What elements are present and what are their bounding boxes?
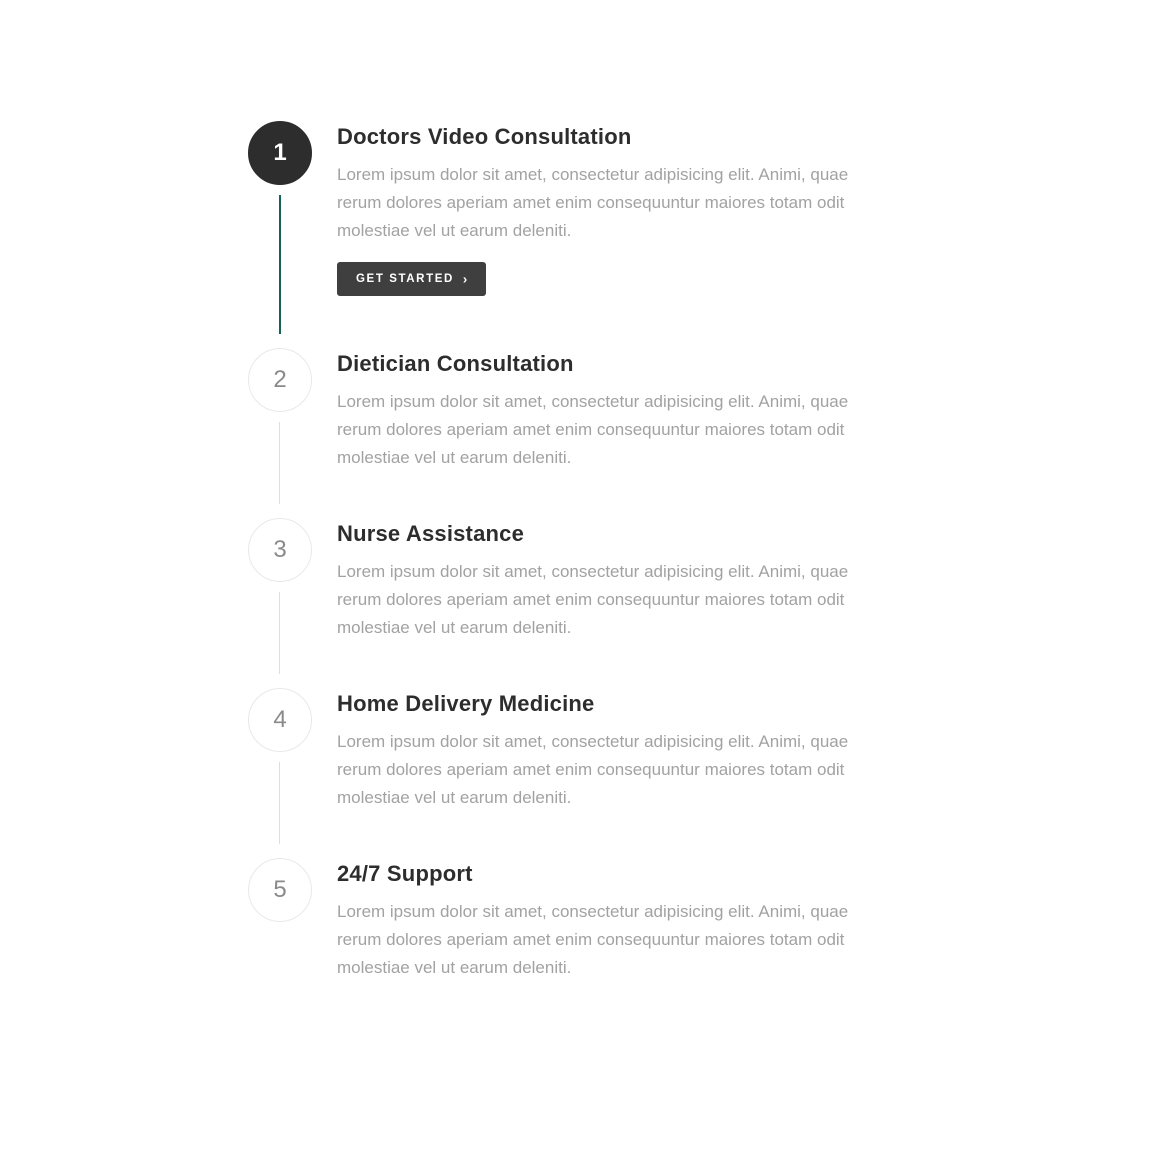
step-number-circle bbox=[248, 121, 312, 185]
step-title: Home Delivery Medicine bbox=[337, 691, 595, 716]
connector-line bbox=[279, 422, 280, 504]
step-number-circle bbox=[248, 688, 312, 752]
step-number-circle bbox=[248, 518, 312, 582]
timeline-step-home-delivery-medicine bbox=[248, 688, 898, 858]
step-number: 1 bbox=[273, 139, 287, 166]
get-started-label: GET STARTED bbox=[356, 273, 454, 285]
timeline-step-247-support bbox=[248, 858, 898, 982]
get-started-button[interactable] bbox=[337, 262, 486, 296]
step-title: Dietician Consultation bbox=[337, 351, 574, 376]
step-description: Lorem ipsum dolor sit amet, consectetur adipisicing elit. Animi, quae rerum dolores aperiam amet enim consequuntur maiores totam odit molestiae vel ut earum deleniti. bbox=[337, 902, 849, 977]
step-content bbox=[337, 121, 857, 296]
step-number: 5 bbox=[273, 876, 287, 903]
services-timeline bbox=[248, 121, 898, 982]
step-content bbox=[337, 858, 857, 982]
step-number: 4 bbox=[273, 706, 287, 733]
connector-line bbox=[279, 592, 280, 674]
step-content bbox=[337, 688, 857, 812]
timeline-step-doctors-video-consultation bbox=[248, 121, 898, 348]
step-content bbox=[337, 348, 857, 472]
connector-line bbox=[279, 762, 280, 844]
step-description: Lorem ipsum dolor sit amet, consectetur adipisicing elit. Animi, quae rerum dolores aperiam amet enim consequuntur maiores totam odit molestiae vel ut earum deleniti. bbox=[337, 165, 849, 240]
step-description: Lorem ipsum dolor sit amet, consectetur adipisicing elit. Animi, quae rerum dolores aperiam amet enim consequuntur maiores totam odit molestiae vel ut earum deleniti. bbox=[337, 562, 849, 637]
step-number: 2 bbox=[273, 366, 287, 393]
connector-line-active bbox=[279, 195, 281, 334]
timeline-step-nurse-assistance bbox=[248, 518, 898, 688]
step-number: 3 bbox=[273, 536, 287, 563]
chevron-right-icon: › bbox=[462, 271, 468, 286]
step-title: Nurse Assistance bbox=[337, 521, 525, 546]
step-description: Lorem ipsum dolor sit amet, consectetur adipisicing elit. Animi, quae rerum dolores aperiam amet enim consequuntur maiores totam odit molestiae vel ut earum deleniti. bbox=[337, 392, 849, 467]
step-title: 24/7 Support bbox=[337, 861, 473, 886]
step-description: Lorem ipsum dolor sit amet, consectetur adipisicing elit. Animi, quae rerum dolores aperiam amet enim consequuntur maiores totam odit molestiae vel ut earum deleniti. bbox=[337, 732, 849, 807]
step-number-circle bbox=[248, 858, 312, 922]
timeline-step-dietician-consultation bbox=[248, 348, 898, 518]
step-title: Doctors Video Consultation bbox=[337, 124, 632, 149]
step-number-circle bbox=[248, 348, 312, 412]
step-content bbox=[337, 518, 857, 642]
